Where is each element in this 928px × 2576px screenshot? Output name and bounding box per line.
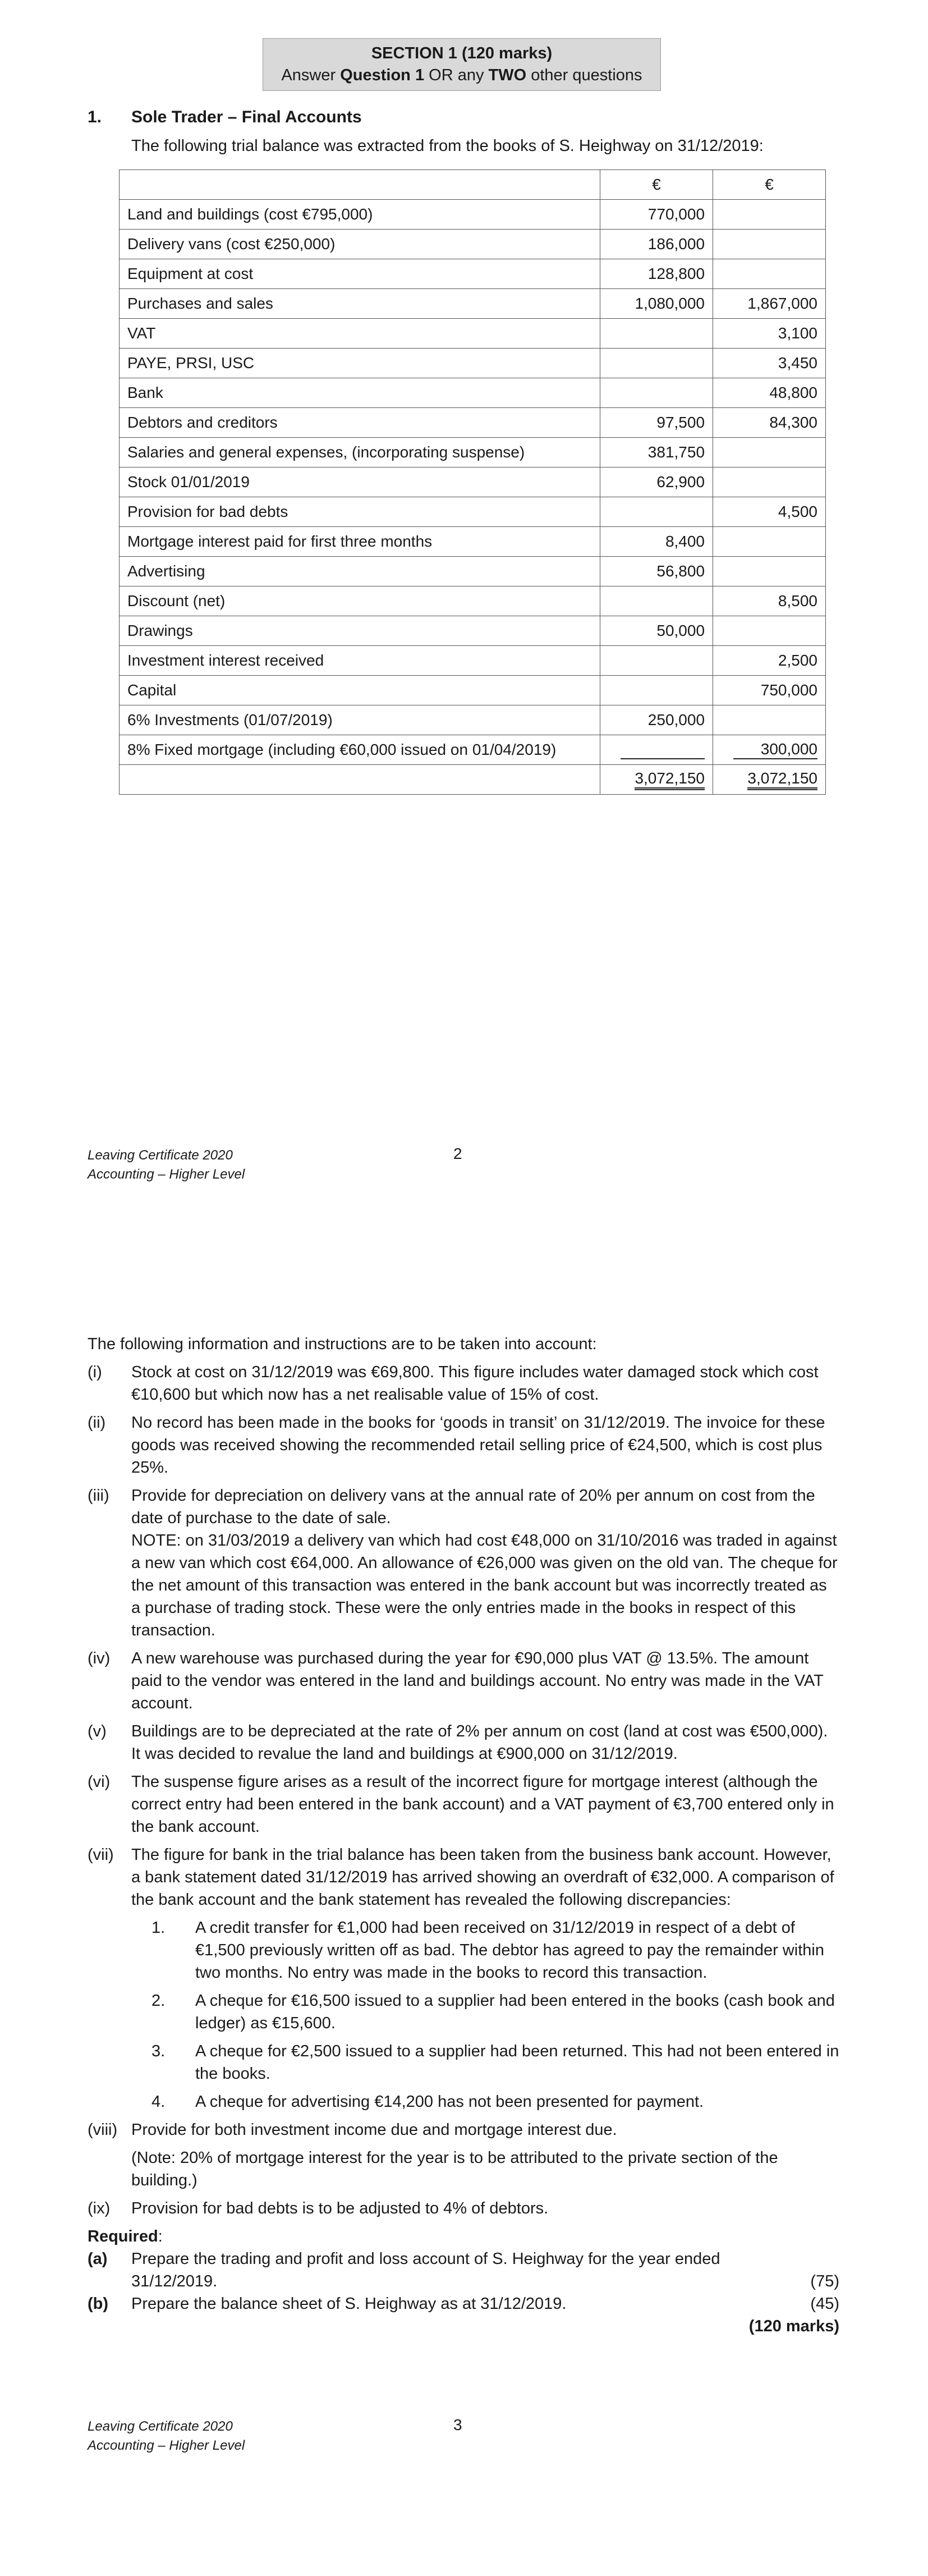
info-items xyxy=(88,1355,839,1911)
table-row xyxy=(120,735,826,765)
question-heading xyxy=(88,108,362,127)
account-name: 8% Fixed mortgage (including €60,000 issued on 01/04/2019) xyxy=(120,735,600,765)
table-row xyxy=(120,705,826,735)
debit-amount: 62,900 xyxy=(600,467,713,497)
marks-a: (75) xyxy=(810,2272,839,2290)
account-name: PAYE, PRSI, USC xyxy=(120,349,600,378)
debit-amount xyxy=(600,586,713,616)
account-name: Equipment at cost xyxy=(120,259,600,289)
debit-amount: 250,000 xyxy=(600,705,713,735)
account-name: Discount (net) xyxy=(120,586,600,616)
table-row xyxy=(120,349,826,378)
question-intro: The following trial balance was extracted from the books of S. Heighway on 31/12/2019: xyxy=(131,137,764,155)
info-heading: The following information and instructions are to be taken into account: xyxy=(88,1335,597,1353)
credit-amount xyxy=(713,527,826,557)
marks-b: (45) xyxy=(810,2295,839,2313)
credit-amount xyxy=(713,557,826,586)
debit-amount: 50,000 xyxy=(600,616,713,646)
account-name: 6% Investments (01/07/2019) xyxy=(120,705,600,735)
credit-amount: 8,500 xyxy=(713,586,826,616)
page-number: 2 xyxy=(453,1145,462,1162)
information-block xyxy=(88,1333,839,2337)
table-row xyxy=(120,646,826,676)
table-row xyxy=(120,200,826,230)
account-name: Delivery vans (cost €250,000) xyxy=(120,230,600,259)
account-name: Purchases and sales xyxy=(120,289,600,319)
account-name: Drawings xyxy=(120,616,600,646)
debit-amount: 381,750 xyxy=(600,438,713,467)
discrepancy-item: 2. A cheque for €16,500 issued to a supplier had been entered in the books (cash book and ledger) as €15,600. xyxy=(151,1992,835,2032)
info-item: (vi) The suspense figure arises as a result of the incorrect figure for mortgage interest (although the correct entry had been entered in the bank account) and a VAT payment of €3,700 entered only in the bank account. xyxy=(88,1773,834,1836)
credit-amount: 84,300 xyxy=(713,408,826,438)
credit-amount: 48,800 xyxy=(713,378,826,408)
credit-amount xyxy=(713,200,826,230)
account-name: Debtors and creditors xyxy=(120,408,600,438)
page-number: 3 xyxy=(453,2416,462,2433)
table-row xyxy=(120,557,826,586)
account-name: Investment interest received xyxy=(120,646,600,676)
debit-amount xyxy=(600,646,713,676)
credit-amount: 3,100 xyxy=(713,319,826,349)
footer: Leaving Certificate 2020 Accounting – Higher Level xyxy=(88,2419,245,2453)
debit-amount: 56,800 xyxy=(600,557,713,586)
debit-amount xyxy=(600,676,713,705)
footer: Leaving Certificate 2020 Accounting – Higher Level xyxy=(88,1148,245,1182)
table-row xyxy=(120,467,826,497)
credit-amount: 1,867,000 xyxy=(713,289,826,319)
debit-amount xyxy=(600,319,713,349)
total-debit: 3,072,150 xyxy=(635,769,705,790)
table-header-row xyxy=(120,170,826,200)
debit-amount: 128,800 xyxy=(600,259,713,289)
info-item-viii: (viii) Provide for both investment income due and mortgage interest due. (Note: 20% of mortgage interest for the year is to be attributed to the private section of the building.) xyxy=(88,2121,778,2189)
info-item: (vii) The figure for bank in the trial balance has been taken from the business bank account. However, a bank statement dated 31/12/2019 has arrived showing an overdraft of €32,000. A comparison of the bank account and the bank statement has revealed the following discrepancies: xyxy=(88,1846,834,1909)
table-row xyxy=(120,586,826,616)
debit-amount xyxy=(600,497,713,527)
total-marks: (120 marks) xyxy=(748,2317,839,2335)
account-name: Capital xyxy=(120,676,600,705)
discrepancy-item: 3. A cheque for €2,500 issued to a supplier had been returned. This had not been entered in the books. xyxy=(151,2042,839,2083)
debit-amount xyxy=(600,349,713,378)
credit-currency-header: € xyxy=(713,170,826,200)
debit-amount xyxy=(600,378,713,408)
required-a: (a) Prepare the trading and profit and loss account of S. Heighway for the year ended 31/12/2019. (75) xyxy=(88,2248,839,2293)
table-row xyxy=(120,676,826,705)
question-number: 1. xyxy=(88,108,102,126)
info-item-ix: (ix) Provision for bad debts is to be adjusted to 4% of debtors. xyxy=(88,2199,549,2217)
table-row xyxy=(120,408,826,438)
table-row xyxy=(120,289,826,319)
total-credit: 3,072,150 xyxy=(747,769,817,790)
discrepancy-item: 4. A cheque for advertising €14,200 has not been presented for payment. xyxy=(151,2093,704,2111)
bank-discrepancies xyxy=(88,1911,839,2119)
table-row xyxy=(120,378,826,408)
totals-row xyxy=(120,765,826,795)
debit-amount: 186,000 xyxy=(600,230,713,259)
required-b: (b) Prepare the balance sheet of S. Heighway as at 31/12/2019. (45) xyxy=(88,2293,839,2315)
debit-amount: 1,080,000 xyxy=(600,289,713,319)
info-item: (iii) Provide for depreciation on delivery vans at the annual rate of 20% per annum on cost from the date of purchase to the date of sale. NOTE: on 31/03/2019 a delivery van which had cost €48,000 on 31/10/2016 was traded in against a new van which cost €64,000. An allowance of €26,000 was given on the old van. The cheque for the net amount of this transaction was entered in the bank account but was incorrectly treated as a purchase of trading stock. These were the only entries made in the books in respect of this transaction. xyxy=(88,1487,838,1639)
question-title: Sole Trader – Final Accounts xyxy=(131,108,362,126)
credit-amount xyxy=(713,438,826,467)
credit-amount xyxy=(713,616,826,646)
table-row xyxy=(120,616,826,646)
table-row xyxy=(120,527,826,557)
debit-amount: 97,500 xyxy=(600,408,713,438)
info-item: (ii) No record has been made in the books for ‘goods in transit’ on 31/12/2019. The invoice for these goods was received showing the recommended retail selling price of €24,500, which is cost plus 25%. xyxy=(88,1414,825,1477)
account-name: Salaries and general expenses, (incorporating suspense) xyxy=(120,438,600,467)
section-instructions: Answer Question 1 OR any TWO other questions xyxy=(281,66,642,84)
table-row xyxy=(120,438,826,467)
trial-balance-table xyxy=(119,169,826,795)
account-name: Advertising xyxy=(120,557,600,586)
account-name: Bank xyxy=(120,378,600,408)
table-row xyxy=(120,259,826,289)
account-name: Stock 01/01/2019 xyxy=(120,467,600,497)
credit-amount: 300,000 xyxy=(733,740,817,759)
info-item: (iv) A new warehouse was purchased during the year for €90,000 plus VAT @ 13.5%. The amount paid to the vendor was entered in the land and buildings account. No entry was made in the VAT account. xyxy=(88,1649,824,1712)
account-name: VAT xyxy=(120,319,600,349)
credit-amount xyxy=(713,467,826,497)
section-title: SECTION 1 (120 marks) xyxy=(371,44,553,62)
credit-amount: 3,450 xyxy=(713,349,826,378)
table-row xyxy=(120,319,826,349)
debit-amount: 770,000 xyxy=(600,200,713,230)
section-header-box xyxy=(263,38,661,91)
debit-amount: 8,400 xyxy=(600,527,713,557)
credit-amount xyxy=(713,705,826,735)
info-item: (v) Buildings are to be depreciated at the rate of 2% per annum on cost (land at cost was €500,000). It was decided to revalue the land and buildings at €900,000 on 31/12/2019. xyxy=(88,1722,828,1763)
credit-amount: 4,500 xyxy=(713,497,826,527)
info-item: (i) Stock at cost on 31/12/2019 was €69,800. This figure includes water damaged stock which cost €10,600 but which now has a net realisable value of 15% of cost. xyxy=(88,1363,819,1404)
credit-amount xyxy=(713,230,826,259)
account-name: Mortgage interest paid for first three months xyxy=(120,527,600,557)
credit-amount: 750,000 xyxy=(713,676,826,705)
account-name: Provision for bad debts xyxy=(120,497,600,527)
table-row xyxy=(120,497,826,527)
discrepancy-item: 1. A credit transfer for €1,000 had been received on 31/12/2019 in respect of a debt of €1,500 previously written off as bad. The debtor has agreed to pay the remainder within two months. No entry was made in the books to record this transaction. xyxy=(151,1919,824,1982)
table-row xyxy=(120,230,826,259)
credit-amount: 2,500 xyxy=(713,646,826,676)
credit-amount xyxy=(713,259,826,289)
account-name: Land and buildings (cost €795,000) xyxy=(120,200,600,230)
required-heading: Required: xyxy=(88,2227,163,2245)
debit-underline xyxy=(621,740,705,759)
debit-currency-header: € xyxy=(600,170,713,200)
exam-page-3 xyxy=(0,1288,928,2576)
